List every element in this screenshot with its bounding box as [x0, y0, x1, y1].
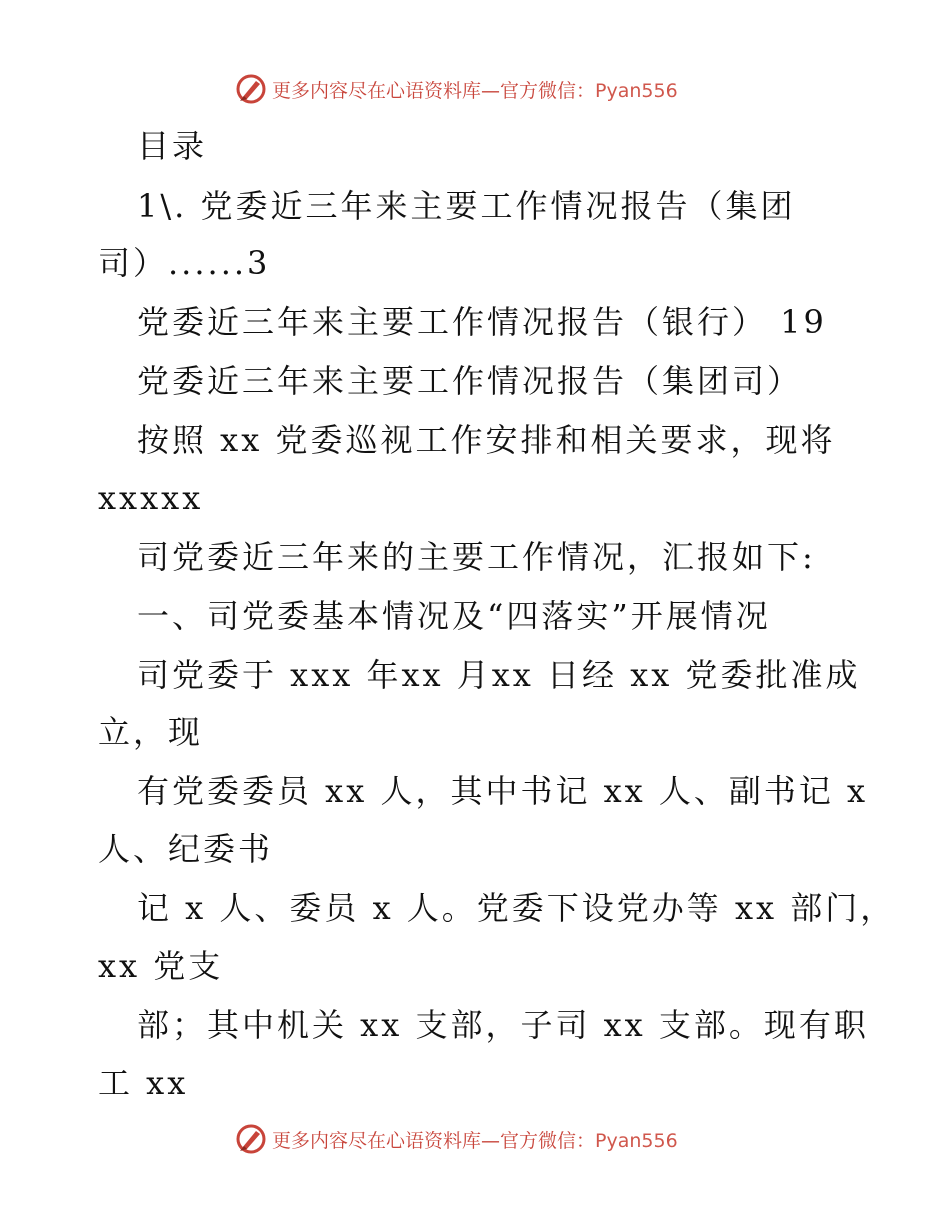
paragraph-line: 有党委委员 xx 人，其中书记 xx 人、副书记 x	[137, 772, 869, 810]
watermark-text: 更多内容尽在心语资料库—官方微信：Pyan556	[272, 1129, 678, 1152]
watermark-bottom	[234, 1122, 678, 1156]
paragraph-line: 记 x 人、委员 x 人。党委下设党办等 xx 部门，	[137, 889, 896, 927]
paragraph-line: xx 党支	[98, 947, 224, 985]
watermark-top	[234, 72, 678, 106]
paragraph-line: 按照 xx 党委巡视工作安排和相关要求，现将	[137, 421, 836, 459]
paragraph-line: 立，现	[98, 713, 204, 751]
paragraph-line: 人、纪委书	[98, 830, 274, 868]
toc-entry: 党委近三年来主要工作情况报告（银行） 19	[137, 303, 827, 341]
toc-entry-continued: 司）......3	[98, 244, 271, 282]
toc-heading: 目录	[137, 127, 208, 165]
paragraph-line: 工 xx	[98, 1064, 189, 1102]
watermark-text: 更多内容尽在心语资料库—官方微信：Pyan556	[272, 79, 678, 102]
paragraph-line: xxxxx	[98, 479, 204, 517]
report-title: 党委近三年来主要工作情况报告（集团司）	[137, 362, 803, 400]
watermark-id: Pyan556	[595, 79, 678, 102]
section-heading: 一、司党委基本情况及“四落实”开展情况	[137, 597, 771, 635]
pen-logo-icon	[234, 1122, 268, 1156]
toc-entry: 1\. 党委近三年来主要工作情况报告（集团	[137, 187, 796, 225]
paragraph-line: 司党委近三年来的主要工作情况，汇报如下:	[137, 538, 816, 576]
paragraph-line: 部；其中机关 xx 支部，子司 xx 支部。现有职	[137, 1006, 869, 1044]
pen-logo-icon	[234, 72, 268, 106]
paragraph-line: 司党委于 xxx 年xx 月xx 日经 xx 党委批准成	[137, 656, 861, 694]
watermark-id: Pyan556	[595, 1129, 678, 1152]
